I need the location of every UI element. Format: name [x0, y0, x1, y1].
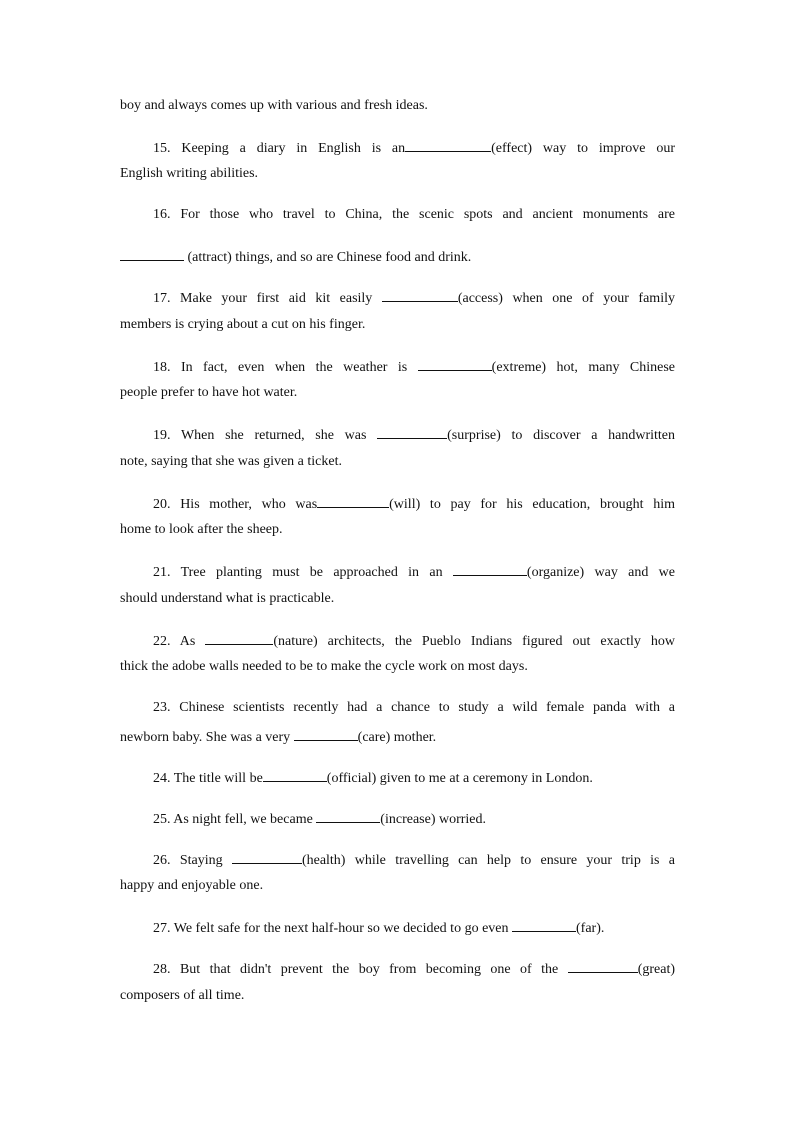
question-18-line-2: people prefer to have hot water. — [120, 385, 298, 400]
question-number: 23. — [153, 700, 171, 715]
question-18-line-1: 18. In fact, even when the weather is (extreme) hot, many Chinese — [153, 357, 675, 377]
hint-word: (effect) — [491, 141, 533, 156]
question-19-line-1: 19. When she returned, she was (surprise) to discover a handwritten — [153, 425, 675, 445]
answer-blank[interactable] — [568, 959, 638, 973]
question-26-line-1: 26. Staying (health) while travelling can help to ensure your trip is a — [153, 850, 675, 870]
question-number: 22. — [153, 634, 171, 649]
question-26-line-2: happy and enjoyable one. — [120, 878, 264, 893]
question-20-line-1: 20. His mother, who was (will) to pay for his education, brought him — [153, 494, 675, 514]
answer-blank[interactable] — [317, 494, 389, 508]
question-20-line-2: home to look after the sheep. — [120, 522, 283, 537]
hint-word: (extreme) — [491, 360, 547, 375]
question-25-line-1: 25. As night fell, we became (increase) worried. — [153, 809, 675, 829]
carryover-line: boy and always comes up with various and fresh ideas. — [120, 98, 428, 113]
question-number: 15. — [153, 141, 171, 156]
question-17-line-1: 17. Make your first aid kit easily (access) when one of your family — [153, 288, 675, 308]
question-16-line-2: (attract) things, and so are Chinese food and drink. — [120, 247, 675, 267]
hint-word: (care) — [357, 730, 391, 745]
answer-blank[interactable] — [263, 768, 327, 782]
question-number: 16. — [153, 207, 171, 222]
answer-blank[interactable] — [232, 850, 302, 864]
question-22-line-2: thick the adobe walls needed to be to make the cycle work on most days. — [120, 659, 528, 674]
hint-word: (access) — [457, 291, 503, 306]
question-23-line-2: newborn baby. She was a very (care) mother. — [120, 727, 675, 747]
question-24-line-1: 24. The title will be (official) given to me at a ceremony in London. — [153, 768, 675, 788]
answer-blank[interactable] — [512, 918, 576, 932]
question-number: 20. — [153, 497, 171, 512]
hint-word: (attract) — [184, 250, 232, 265]
question-28-line-2: composers of all time. — [120, 988, 245, 1003]
question-number: 18. — [153, 360, 171, 375]
answer-blank[interactable] — [405, 138, 491, 152]
question-15-line-1: 15. Keeping a diary in English is an (effect) way to improve our — [153, 138, 675, 158]
answer-blank[interactable] — [377, 425, 447, 439]
hint-word: (health) — [301, 853, 346, 868]
answer-blank[interactable] — [205, 631, 273, 645]
answer-blank[interactable] — [120, 247, 184, 261]
question-16-line-1: 16. For those who travel to China, the scenic spots and ancient monuments are — [153, 207, 675, 222]
question-27-line-1: 27. We felt safe for the next half-hour so we decided to go even (far). — [153, 918, 675, 938]
hint-word: (nature) — [273, 634, 318, 649]
answer-blank[interactable] — [294, 727, 358, 741]
question-number: 21. — [153, 565, 171, 580]
question-number: 27. — [153, 921, 171, 936]
hint-word: (organize) — [526, 565, 585, 580]
hint-word: (far). — [576, 921, 605, 936]
hint-word: (official) — [326, 771, 377, 786]
hint-word: (will) — [389, 497, 421, 512]
question-22-line-1: 22. As (nature) architects, the Pueblo Indians figured out exactly how — [153, 631, 675, 651]
answer-blank[interactable] — [453, 562, 527, 576]
question-number: 25. — [153, 812, 171, 827]
question-21-line-1: 21. Tree planting must be approached in an (organize) way and we — [153, 562, 675, 582]
question-number: 28. — [153, 962, 171, 977]
question-number: 26. — [153, 853, 171, 868]
answer-blank[interactable] — [316, 809, 380, 823]
hint-word: (great) — [637, 962, 675, 977]
question-15-line-2: English writing abilities. — [120, 166, 259, 181]
answer-blank[interactable] — [382, 288, 458, 302]
answer-blank[interactable] — [418, 357, 492, 371]
question-number: 19. — [153, 428, 171, 443]
question-23-line-1: 23. Chinese scientists recently had a chance to study a wild female panda with a — [153, 700, 676, 715]
question-number: 17. — [153, 291, 171, 306]
hint-word: (increase) — [380, 812, 436, 827]
question-21-line-2: should understand what is practicable. — [120, 591, 335, 606]
question-number: 24. — [153, 771, 171, 786]
hint-word: (surprise) — [447, 428, 501, 443]
question-17-line-2: members is crying about a cut on his finger. — [120, 317, 366, 332]
question-28-line-1: 28. But that didn't prevent the boy from becoming one of the (great) — [153, 959, 675, 979]
question-19-line-2: note, saying that she was given a ticket. — [120, 454, 342, 469]
